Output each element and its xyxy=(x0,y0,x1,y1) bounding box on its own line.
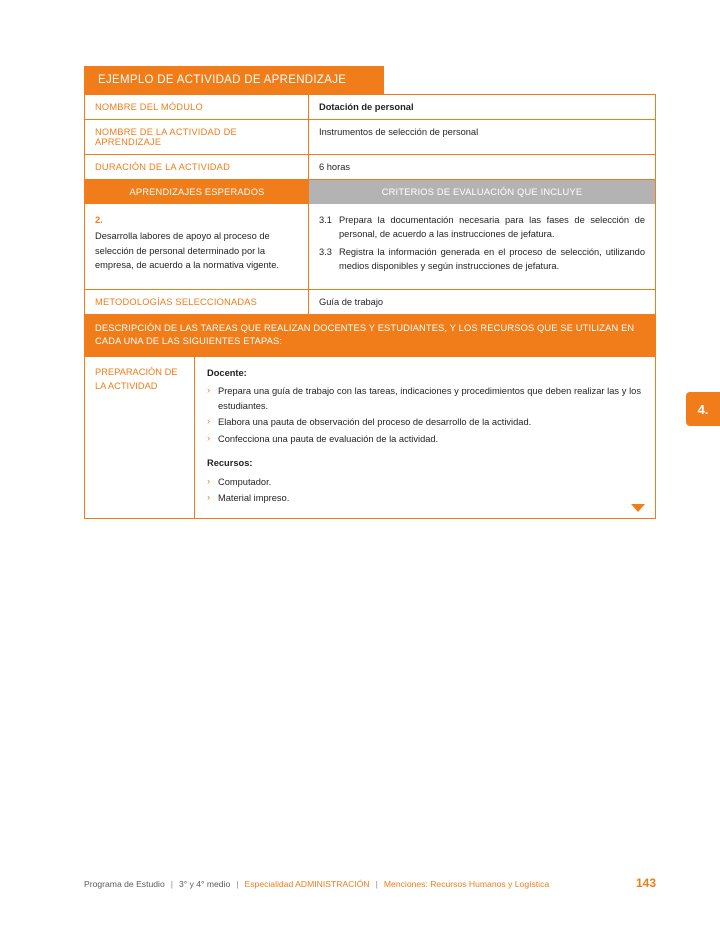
criterion-item xyxy=(319,245,645,274)
list-item-text: Material impreso. xyxy=(218,493,290,504)
footer-separator: | xyxy=(170,879,173,889)
footer-separator: | xyxy=(375,879,378,889)
evaluation-criteria-header: CRITERIOS DE EVALUACIÓN QUE INCLUYE xyxy=(309,180,655,204)
criterion-code: 3.3 xyxy=(319,246,332,257)
preparation-row xyxy=(85,357,655,518)
chevron-right-icon: › xyxy=(207,492,211,504)
activity-table xyxy=(84,94,656,519)
outcomes-criteria-row xyxy=(85,204,655,290)
footer-program: Programa de Estudio xyxy=(84,879,165,889)
footer-specialty: Especialidad ADMINISTRACIÓN xyxy=(244,879,370,889)
column-headers xyxy=(85,180,655,204)
list-item-text: Computador. xyxy=(218,476,272,487)
module-name-value: Dotación de personal xyxy=(319,102,414,112)
table-row xyxy=(85,95,655,120)
criterion-text: Prepara la documentación necesaria para las fases de selección de personal, de acuerdo a las instrucciones de jefatura. xyxy=(339,215,645,240)
chapter-tab-label: 4. xyxy=(697,401,709,417)
chevron-right-icon: › xyxy=(207,416,211,428)
criteria-cell xyxy=(309,204,655,289)
chevron-right-icon: › xyxy=(207,475,211,487)
list-item xyxy=(207,432,641,447)
learning-outcomes-header: APRENDIZAJES ESPERADOS xyxy=(85,180,309,204)
resources-subtitle: Recursos: xyxy=(207,457,253,468)
table-row xyxy=(85,120,655,155)
list-item-text: Prepara una guía de trabajo con las tareas, indicaciones y procedimientos que deben realizar las y los estudiantes. xyxy=(218,386,641,411)
chevron-right-icon: › xyxy=(207,432,211,444)
description-bar: DESCRIPCIÓN DE LAS TAREAS QUE REALIZAN DOCENTES Y ESTUDIANTES, Y LOS RECURSOS QUE SE UTILIZAN EN CADA UNA DE LAS SIGUIENTES ETAPAS: xyxy=(85,315,655,357)
criterion-text: Registra la información generada en el proceso de selección, utilizando medios disponibles y según instrucciones de jefatura. xyxy=(339,246,645,272)
learning-outcome-text: Desarrolla labores de apoyo al proceso de selección de personal determinado por la empresa, de acuerdo a la normativa vigente. xyxy=(95,231,279,271)
methodology-value: Guía de trabajo xyxy=(319,296,384,307)
list-item xyxy=(207,415,641,430)
learning-outcome-number: 2. xyxy=(95,215,103,225)
learning-outcome-cell xyxy=(85,204,309,289)
methodology-label: METODOLOGÍAS SELECCIONADAS xyxy=(85,290,309,314)
page-number: 143 xyxy=(635,876,656,890)
list-item-text: Elabora una pauta de observación del proceso de desarrollo de la actividad. xyxy=(218,417,532,428)
module-name-label: NOMBRE DEL MÓDULO xyxy=(85,95,309,119)
list-item xyxy=(207,384,641,413)
list-item xyxy=(207,491,641,506)
duration-value: 6 horas xyxy=(319,162,351,172)
preparation-label: PREPARACIÓN DE LA ACTIVIDAD xyxy=(85,357,195,518)
table-row xyxy=(85,155,655,180)
criterion-item xyxy=(319,213,645,242)
footer-mentions: Menciones: Recursos Humanos y Logística xyxy=(383,879,550,889)
section-banner xyxy=(84,66,384,94)
page-footer xyxy=(84,876,656,890)
footer-separator: | xyxy=(236,879,239,889)
caret-down-icon xyxy=(631,504,645,512)
chapter-tab xyxy=(686,392,720,426)
activity-name-label: NOMBRE DE LA ACTIVIDAD DE APRENDIZAJE xyxy=(85,120,309,154)
criterion-code: 3.1 xyxy=(319,215,332,225)
footer-level: 3° y 4° medio xyxy=(178,879,231,889)
teacher-subtitle: Docente: xyxy=(207,367,247,378)
preparation-content xyxy=(195,357,655,518)
duration-label: DURACIÓN DE LA ACTIVIDAD xyxy=(85,155,309,179)
activity-name-value: Instrumentos de selección de personal xyxy=(319,127,479,137)
banner-title: EJEMPLO DE ACTIVIDAD DE APRENDIZAJE xyxy=(98,74,347,86)
list-item-text: Confecciona una pauta de evaluación de la actividad. xyxy=(218,433,439,444)
table-row xyxy=(85,290,655,315)
list-item xyxy=(207,475,641,490)
chevron-right-icon: › xyxy=(207,385,211,397)
